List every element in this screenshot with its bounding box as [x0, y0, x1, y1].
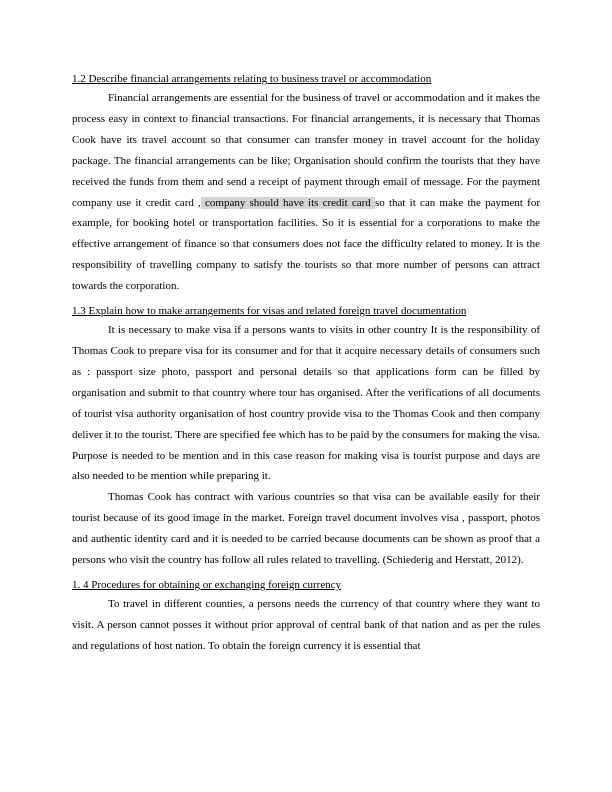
paragraph-text: Financial arrangements are essential for the business of travel or accommodation and it makes the process easy in context to financial transactions. For financial arrangements, it is necessary that Thomas Cook have its travel account so that consumer can transfer money in travel account for the holiday package. The financial arrangements can be like; Organisation should confirm the tourists that they have received the funds from them and send a receipt of payment through email of message. For the payment company use it credit card , — [72, 92, 540, 209]
document-page — [72, 70, 540, 657]
paragraph-visa-preparation: It is necessary to make visa if a persons wants to visits in other country It is the responsibility of Thomas Cook to prepare visa for its consumer and for that it acquire necessary details of consumers such as : passport size photo, passport and personal details so that applications form can be filled by organisation and submit to that country where tour has organised. After the verifications of all documents of tourist visa authority organisation of host country provide visa to the Thomas Cook and then company deliver it to the tourist. There are specified fee which has to be paid by the consumers for making the visa. Purpose is needed to be mention and in this case reason for making visa is tourist purpose and days are also needed to be mention while preparing it. — [72, 324, 540, 483]
section-heading-1-2: 1.2 Describe financial arrangements relating to business travel or accommodation — [72, 73, 432, 85]
paragraph-foreign-currency: To travel in different counties, a persons needs the currency of that country where they want to visit. A person cannot posses it without prior approval of central bank of that nation and as per the rules and regulations of host nation. To obtain the foreign currency it is essential that — [72, 597, 540, 652]
paragraph-text: so that it can make the payment for example, for booking hotel or transportation facilities. So it is essential for a corporations to make the effective arrangement of finance so that consumers does not face the difficulty related to money. It is the responsibility of travelling company to satisfy the tourists so that more number of persons can attract towards the corporation. — [72, 196, 540, 293]
section-heading-1-3: 1.3 Explain how to make arrangements for visas and related foreign travel documentation — [72, 305, 467, 318]
paragraph-travel-documents: Thomas Cook has contract with various countries so that visa can be available easily for their tourist because of its good image in the market. Foreign travel document involves visa , passport, photos and authentic identity card and it is needed to be carried because documents can be shown as proof that a persons who visit the country has follow all rules related to travelling. (Schiederig and Herstatt, 2012). — [72, 491, 540, 567]
paragraph-financial-arrangements — [72, 88, 540, 297]
highlighted-text: company should have its credit card — [200, 196, 375, 209]
section-heading-1-4: 1. 4 Procedures for obtaining or exchanging foreign currency — [72, 578, 342, 591]
